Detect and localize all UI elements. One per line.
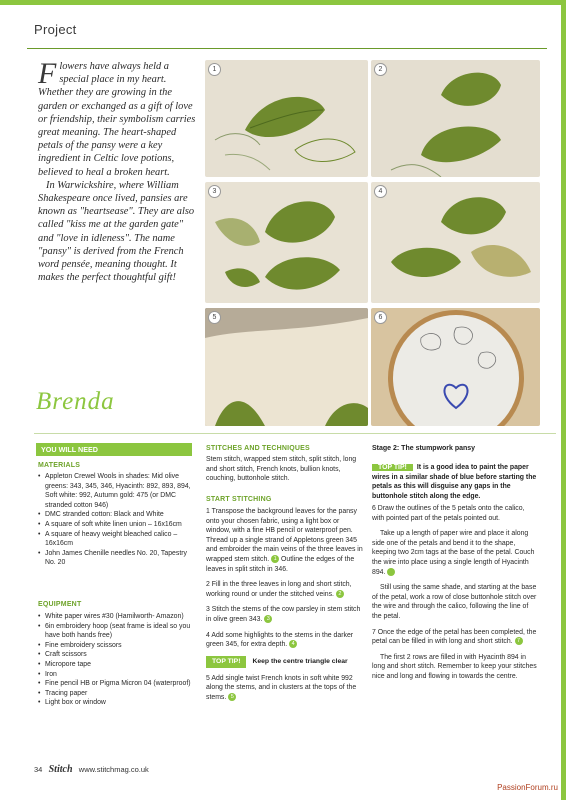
- leaf-illustration: [371, 182, 540, 303]
- list-item: • Craft scissors: [38, 650, 194, 660]
- tip-tag: TOP TIP!: [372, 464, 413, 471]
- step-1-continued: Outline the edges of the leaves in split stitch in 346.: [206, 555, 355, 573]
- section-title: Project: [34, 22, 77, 37]
- brand-logo: Stitch: [48, 764, 73, 775]
- tip-tag: TOP TIP!: [206, 656, 246, 668]
- step-6-continued: Take up a length of paper wire and place it along side one of the petals and bend it to the shape, keeping two 2cm tags at the base of the petal. Couch the wire into place using a single length of Hyacinth 894.: [372, 530, 535, 576]
- intro-paragraph-2: In Warwickshire, where William Shakespeare once lived, pansies are known as "heartsease". They are also called "kiss me at the garden gate" and "love in idleness". The name "pansy" is derived from the French word pensée, meaning thought. It makes the perfect thoughtful gift!: [38, 179, 195, 284]
- materials-list: [38, 472, 194, 568]
- photo-1: [205, 60, 368, 177]
- leaf-illustration: [205, 182, 368, 303]
- list-item: • Fine embroidery scissors: [38, 641, 194, 651]
- step-7-continued: The first 2 rows are filled in with Hyacinth 894 in long and short stitch. Remember to keep your stitches nice and long and flowing in towards the centre.: [372, 653, 537, 680]
- photo-number: 2: [374, 63, 387, 76]
- materials-heading: MATERIALS: [38, 462, 81, 469]
- step-7: 7 Once the edge of the petal has been completed, the petal can be filled in with long and short stitch.: [372, 628, 537, 646]
- step-6: 6 Draw the outlines of the 5 petals onto the calico, with pointed part of the petals pointed out.: [372, 505, 525, 522]
- header-rule: [27, 48, 547, 49]
- step-1: 1 Transpose the background leaves for the pansy onto your chosen fabric, using a light box or window, with a fine HB pencil or waterproof pen. Thread up a single strand of Appletons green 345 and embroider the main veins of the three leaves in wrapped stem stitch.: [206, 508, 363, 563]
- divider: [34, 433, 556, 434]
- list-item: • John James Chenille needles No. 20, Tapestry No. 20: [38, 549, 194, 568]
- photo-number: 3: [208, 185, 221, 198]
- stitches-text: Stem stitch, wrapped stem stitch, split stitch, long and short stitch, French knots, bullion knots, couching, buttonhole stitch.: [206, 456, 357, 483]
- list-item: • A square of soft white linen union – 16x16cm: [38, 520, 194, 530]
- list-item: • DMC stranded cotton: Black and White: [38, 510, 194, 520]
- start-stitching-heading: START STITCHING: [206, 496, 272, 503]
- tip-text: It is a good idea to paint the paper wires in a similar shade of blue before starting the petals as this will disguise any gaps in the buttonhole stitch along the edge.: [372, 464, 537, 500]
- website-link[interactable]: www.stitchmag.co.uk: [78, 765, 149, 774]
- top-tip-middle: [206, 656, 364, 668]
- watermark: PassionForum.ru: [497, 783, 558, 792]
- equipment-heading: EQUIPMENT: [38, 601, 82, 608]
- footer: [34, 764, 149, 775]
- list-item: • Micropore tape: [38, 660, 194, 670]
- step-2: 2 Fill in the three leaves in long and short stitch, working round or under the stitched veins.: [206, 581, 352, 598]
- step-3: 3 Stitch the stems of the cow parsley in stem stitch in olive green 343.: [206, 606, 361, 623]
- list-item: • White paper wires #30 (Hamilworth- Amazon): [38, 612, 194, 622]
- photo-ref: 1: [271, 555, 279, 563]
- list-item: • Light box or window: [38, 698, 194, 708]
- photo-4: [371, 182, 540, 303]
- photo-ref: 4: [289, 640, 297, 648]
- photo-5: [205, 308, 368, 426]
- photo-number: 6: [374, 311, 387, 324]
- side-accent-bar: [561, 0, 566, 800]
- top-tip-right: [372, 463, 538, 501]
- list-item: • A square of heavy weight bleached calico – 16x16cm: [38, 530, 194, 549]
- stitches-heading: STITCHES AND TECHNIQUES: [206, 445, 310, 452]
- french-knots-illustration: [205, 308, 368, 426]
- photo-3: [205, 182, 368, 303]
- step-4: 4 Add some highlights to the stems in the darker green 345, for extra depth.: [206, 631, 354, 649]
- photo-ref: 3: [264, 615, 272, 623]
- steps-column: [206, 507, 364, 709]
- right-steps-column: [372, 504, 538, 688]
- list-item: • Fine pencil HB or Pigma Micron 04 (waterproof): [38, 679, 194, 689]
- tip-text: Keep the centre triangle clear: [252, 657, 348, 665]
- photo-number: 1: [208, 63, 221, 76]
- photo-number: 5: [208, 311, 221, 324]
- step-6-buttonhole: Still using the same shade, and starting at the base of the petal, work a row of close buttonhole stitch over the wire and through the calico, following the line of the petal.: [372, 584, 537, 620]
- equipment-list: [38, 612, 194, 708]
- leaf-illustration: [205, 60, 368, 177]
- stage-heading: Stage 2: The stumpwork pansy: [372, 445, 476, 452]
- signature: Brenda: [36, 388, 115, 415]
- list-item: • Appleton Crewel Wools in shades: Mid olive greens: 343, 345, 346, Hyacinth: 892, 893, 894, Soft white: 992, Autumn gold: 475 (or DMC stranded cotton 946): [38, 472, 194, 510]
- you-will-need-title: YOU WILL NEED: [36, 443, 192, 456]
- intro-text: [38, 57, 196, 284]
- photo-6: [371, 308, 540, 426]
- photo-ref: 2: [336, 590, 344, 598]
- photo-ref: 7: [515, 637, 523, 645]
- intro-paragraph-1: lowers have always held a special place in my heart. Whether they are growing in the garden or exchanged as a gift of love or friendship, their symbolism carries great meaning. The heart-shaped petals of the pansy were a key ingredient in Celtic love potions, believed to heal a broken heart.: [38, 61, 196, 178]
- leaf-illustration: [371, 60, 540, 177]
- drop-cap: F: [38, 57, 57, 90]
- photo-number: 4: [374, 185, 387, 198]
- photo-ref: 6: [387, 568, 395, 576]
- step-5: 5 Add single twist French knots in soft white 992 along the stems, and in clusters at the tops of the stems.: [206, 674, 357, 701]
- page-number: 34: [34, 765, 43, 774]
- list-item: • Tracing paper: [38, 689, 194, 699]
- photo-2: [371, 60, 540, 177]
- header-accent-bar: [0, 0, 566, 5]
- list-item: • 6in embroidery hoop (seat frame is ideal so you have both hands free): [38, 622, 194, 641]
- list-item: • Iron: [38, 670, 194, 680]
- photo-ref: 5: [228, 693, 236, 701]
- hoop-illustration: [371, 308, 540, 426]
